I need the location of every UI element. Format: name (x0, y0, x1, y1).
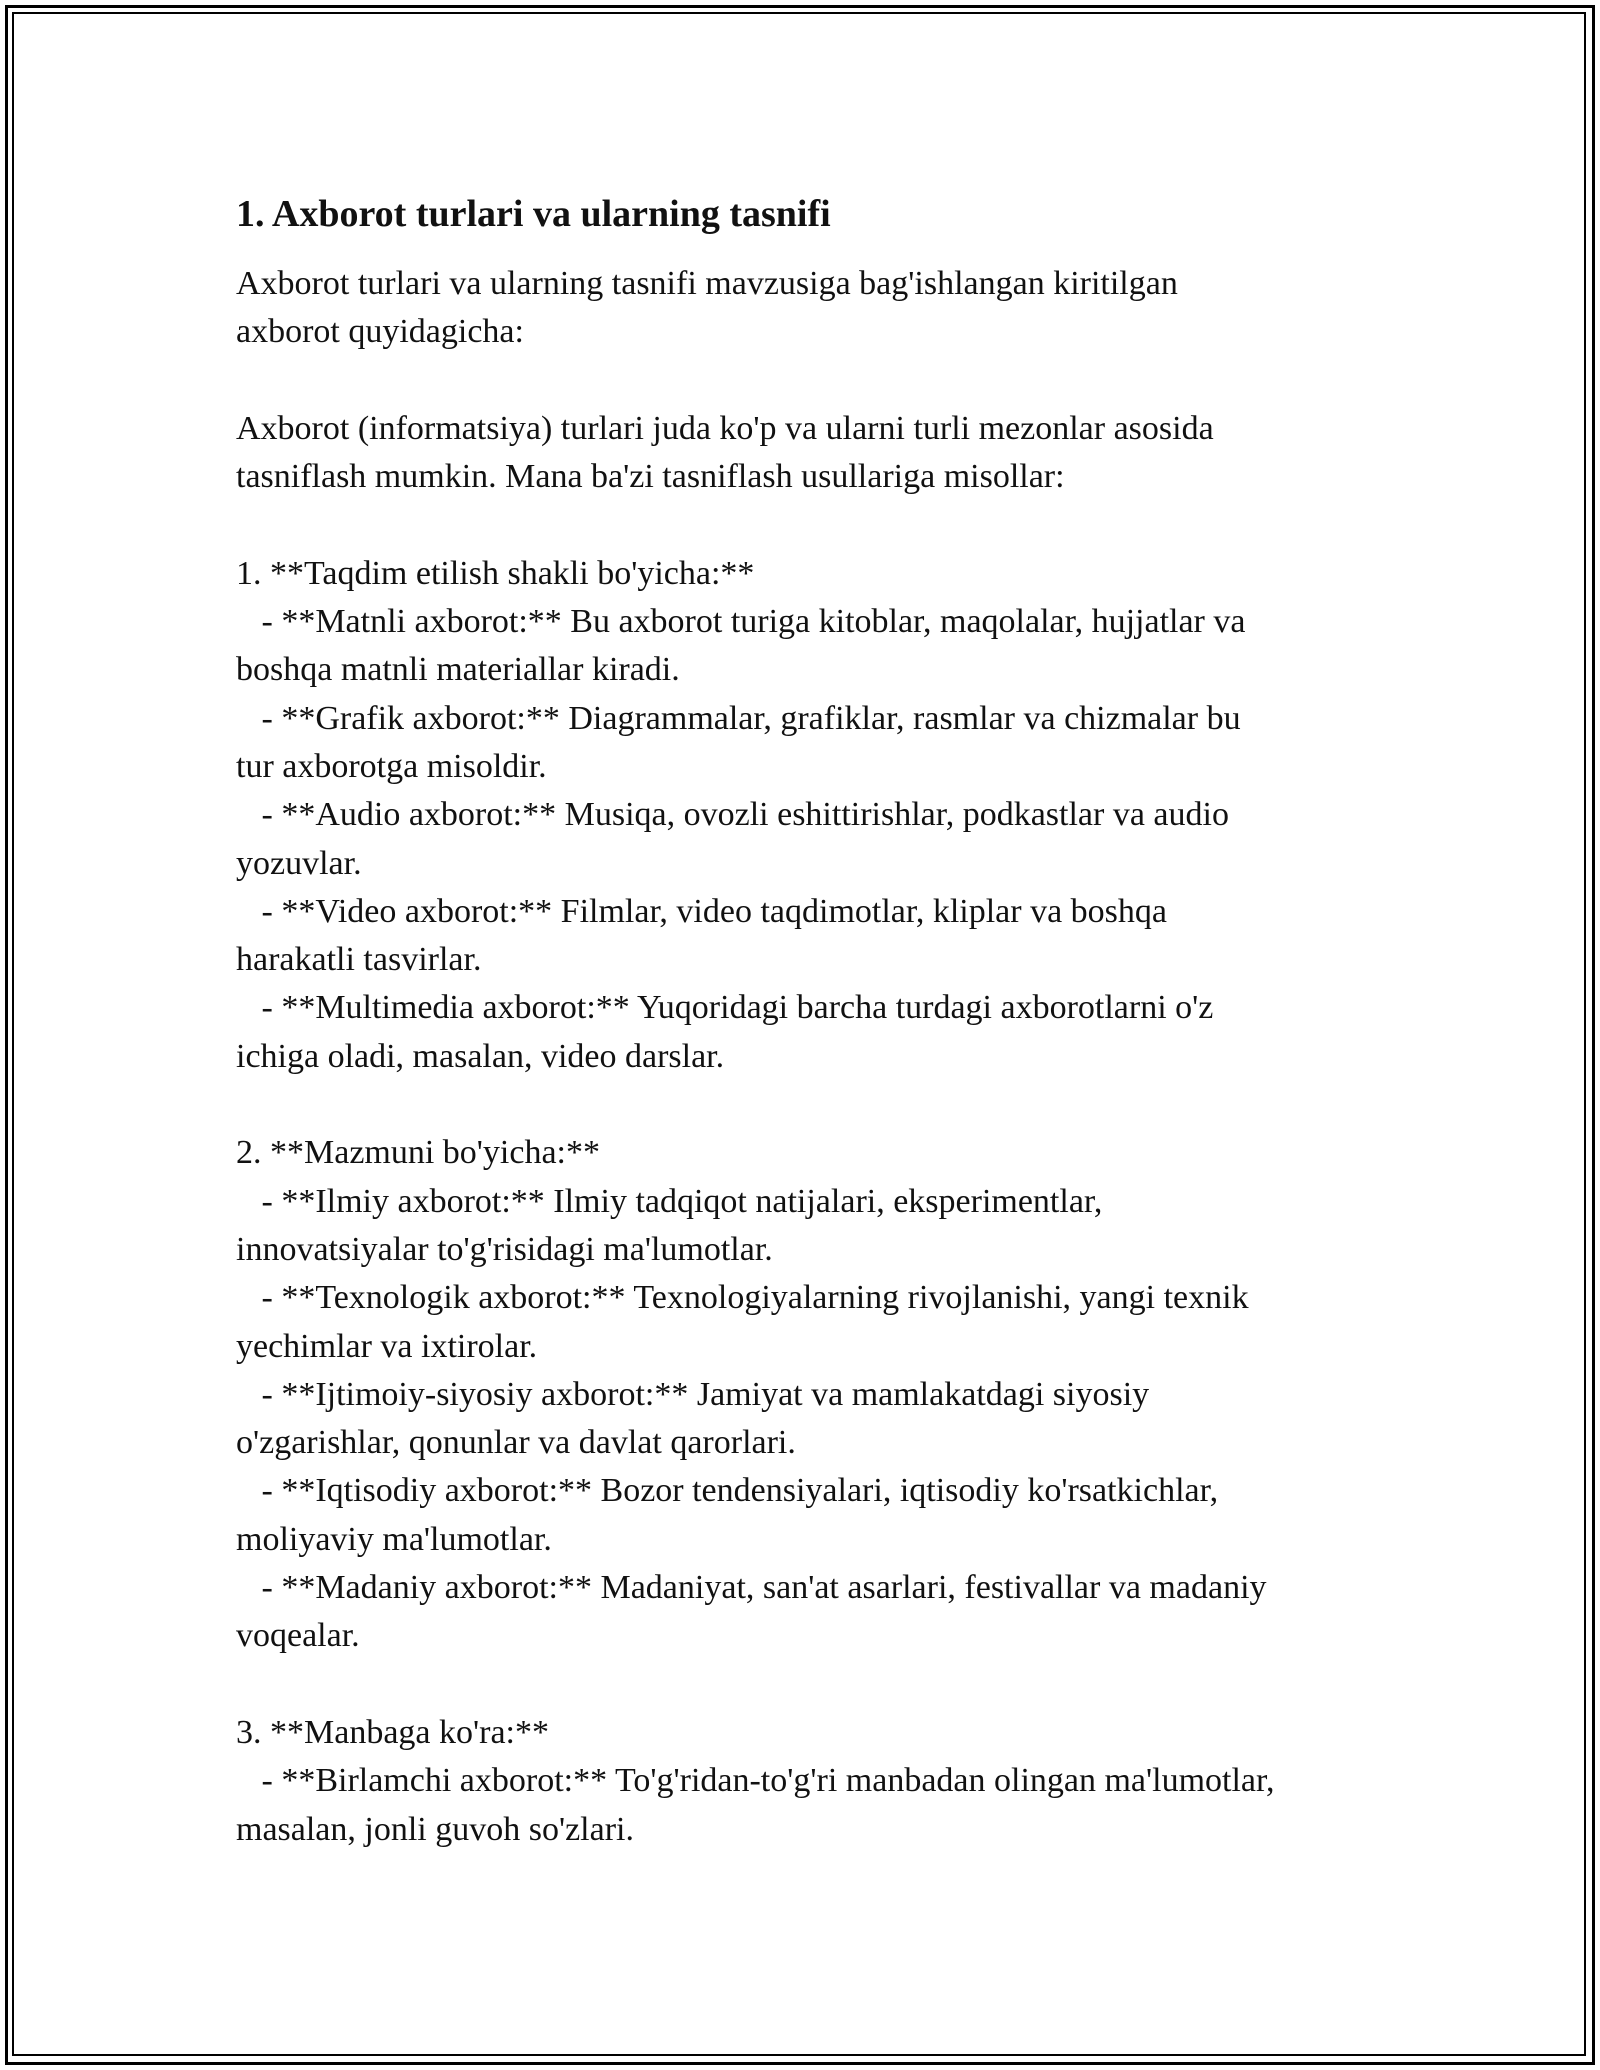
document-body: Axborot turlari va ularning tasnifi mavzusiga bag'ishlangan kiritilgan axborot quyidagicha: Axborot (informatsiya) turlari juda ko'p va ularni turli mezonlar asosida tasniflash mumkin. Mana ba'zi tasniflash usullariga misollar: 1. **Taqdim etilish shakli bo'yicha:** - **Matnli axborot:** Bu axborot turiga kitoblar, maqolalar, hujjatlar va boshqa matnli materiallar kiradi. - **Grafik axborot:** Diagrammalar, grafiklar, rasmlar va chizmalar bu tur axborotga misoldir. - **Audio axborot:** Musiqa, ovozli eshittirishlar, podkastlar va audio yozuvlar. - **Video axborot:** Filmlar, video taqdimotlar, kliplar va boshqa harakatli tasvirlar. - **Multimedia axborot:** Yuqoridagi barcha turdagi axborotlarni o'z ichiga oladi, masalan, video darslar. 2. **Mazmuni bo'yicha:** - **Ilmiy axborot:** Ilmiy tadqiqot natijalari, eksperimentlar, innovatsiyalar to'g'risidagi ma'lumotlar. - **Texnologik axborot:** Texnologiyalarning rivojlanishi, yangi texnik yechimlar va ixtirolar. - **Ijtimoiy-siyosiy axborot:** Jamiyat va mamlakatdagi siyosiy o'zgarishlar, qonunlar va davlat qarorlari. - **Iqtisodiy axborot:** Bozor tendensiyalari, iqtisodiy ko'rsatkichlar, moliyaviy ma'lumotlar. - **Madaniy axborot:** Madaniyat, san'at asarlari, festivallar va madaniy voqealar. 3. **Manbaga ko'ra:** - **Birlamchi axborot:** To'g'ridan-to'g'ri manbadan olingan ma'lumotlar, masalan, jonli guvoh so'zlari. (236, 265, 1275, 1848)
document-heading: 1. Axborot turlari va ularning tasnifi (236, 193, 831, 235)
document-content (236, 186, 1396, 1854)
